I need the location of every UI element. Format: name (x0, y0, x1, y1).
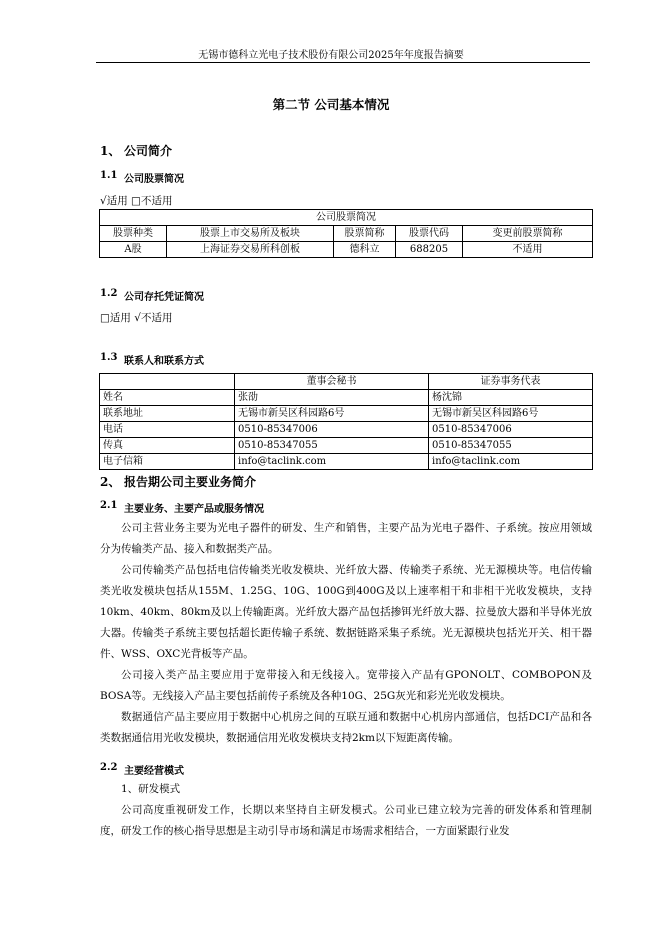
heading-1-1-title: 公司股票简况 (124, 174, 184, 185)
stock-cell: 688205 (396, 242, 463, 258)
page-header: 无锡市德科立光电子技术股份有限公司2025年年度报告摘要 (198, 50, 464, 61)
paragraph: 公司高度重视研发工作，长期以来坚持自主研发模式。公司业已建立较为完善的研发体系和管理制度，研发工作的核心指导思想是主动引导市场和满足市场需求相结合，一方面紧跟行业发 (100, 804, 592, 837)
heading-1-3-title: 联系人和联系方式 (124, 356, 204, 367)
heading-2-2-number: 2.2 (100, 762, 118, 773)
paragraph: 公司主营业务主要为光电子器件的研发、生产和销售，主要产品为光电子器件、子系统。按应用领域分为传输类产品、接入和数据类产品。 (100, 522, 592, 555)
heading-2-2-title: 主要经营模式 (124, 766, 184, 777)
stock-applicability-check: √适用 □不适用 (100, 195, 173, 207)
contact-cell: 0510-85347055 (235, 438, 429, 454)
contact-cell: 无锡市新吴区科园路6号 (235, 406, 429, 422)
stock-header-cell: 股票简称 (334, 226, 396, 242)
table-row (100, 406, 593, 422)
stock-header-cell: 股票种类 (100, 226, 167, 242)
section-title: 第二节 公司基本情况 (272, 97, 390, 112)
operating-model-description (100, 779, 592, 842)
paragraph: 数据通信产品主要应用于数据中心机房之间的互联互通和数据中心机房内部通信，包括DCI产品和各类数据通信用光收发模块，数据通信用光收发模块支持2km以下短距离传输。 (100, 711, 592, 744)
contact-cell: 电话 (100, 422, 235, 438)
table-row (100, 422, 593, 438)
heading-1-number: 1、 (100, 144, 121, 158)
heading-1-2-number: 1.2 (100, 288, 118, 299)
contact-cell: 0510-85347055 (429, 438, 593, 454)
depositary-applicability-check: □适用 √不适用 (100, 312, 173, 324)
contact-cell: 张劭 (235, 390, 429, 406)
stock-table (99, 209, 593, 258)
heading-2-title: 报告期公司主要业务简介 (124, 475, 257, 489)
stock-table-caption: 公司股票简况 (100, 210, 593, 226)
stock-cell: 上海证券交易所科创板 (167, 242, 334, 258)
contact-cell: info@taclink.com (235, 454, 429, 470)
table-header-row (100, 374, 593, 390)
contact-cell: info@taclink.com (429, 454, 593, 470)
business-description (100, 518, 592, 749)
contact-table (99, 373, 593, 470)
stock-header-cell: 变更前股票简称 (463, 226, 593, 242)
heading-1-1-number: 1.1 (100, 170, 118, 181)
contact-cell: 姓名 (100, 390, 235, 406)
heading-1-title: 公司简介 (124, 144, 173, 158)
stock-cell: 德科立 (334, 242, 396, 258)
heading-2-number: 2、 (100, 475, 121, 489)
contact-cell: 电子信箱 (100, 454, 235, 470)
header-rule (96, 62, 590, 63)
contact-cell: 0510-85347006 (235, 422, 429, 438)
paragraph: 公司接入类产品主要应用于宽带接入和无线接入。宽带接入产品有GPONOLT、COMBOPON及BOSA等。无线接入产品主要包括前传子系统及各种10G、25G灰光和彩光光收发模块。 (100, 669, 592, 702)
stock-cell: 不适用 (463, 242, 593, 258)
table-row (100, 454, 593, 470)
heading-2-1-number: 2.1 (100, 500, 118, 511)
stock-header-cell: 股票代码 (396, 226, 463, 242)
table-row (100, 242, 593, 258)
heading-2-1-title: 主要业务、主要产品或服务情况 (124, 504, 264, 515)
contact-cell: 杨沈锦 (429, 390, 593, 406)
paragraph: 1、研发模式 (121, 783, 181, 795)
heading-1-2-title: 公司存托凭证简况 (124, 292, 204, 303)
contact-header-cell: 董事会秘书 (235, 374, 429, 390)
heading-1-3-number: 1.3 (100, 352, 118, 363)
stock-header-cell: 股票上市交易所及板块 (167, 226, 334, 242)
table-row (100, 390, 593, 406)
stock-cell: A股 (100, 242, 167, 258)
table-row (100, 438, 593, 454)
contact-cell: 联系地址 (100, 406, 235, 422)
paragraph: 公司传输类产品包括电信传输类光收发模块、光纤放大器、传输类子系统、光无源模块等。电信传输类光收发模块包括从155M、1.25G、10G、100G到400G及以上速率相干和非相干光收发模块，支持10km、40km、80km及以上传输距离。光纤放大器产品包括掺铒光纤放大器、拉曼放大器和半导体光放大器。传输类子系统主要包括超长距传输子系统、数据链路采集子系统。光无源模块包括光开关、相干器件、WSS、OXC光背板等产品。 (100, 564, 592, 660)
contact-cell: 无锡市新吴区科园路6号 (429, 406, 593, 422)
contact-header-cell: 证券事务代表 (429, 374, 593, 390)
contact-cell: 0510-85347006 (429, 422, 593, 438)
contact-header-cell (100, 374, 235, 390)
contact-cell: 传真 (100, 438, 235, 454)
table-header-row (100, 226, 593, 242)
